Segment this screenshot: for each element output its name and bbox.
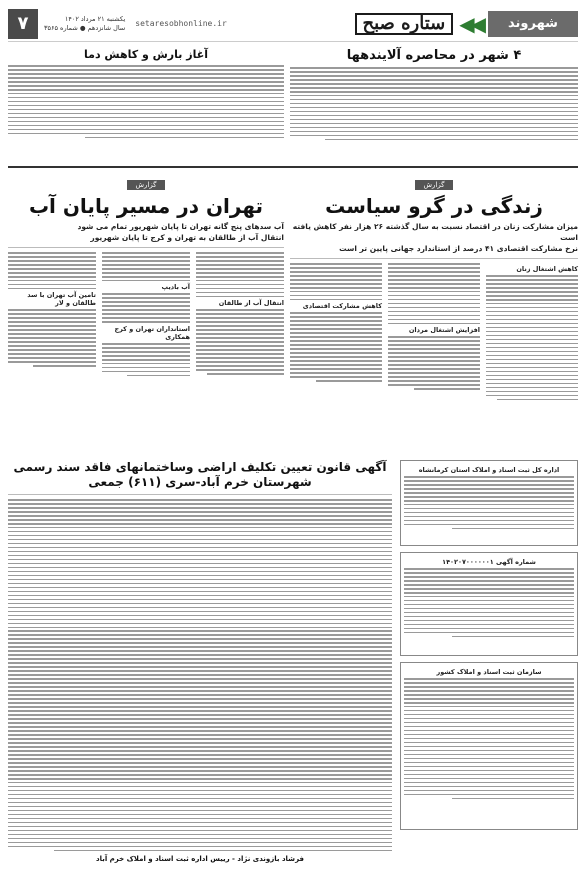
ad-footer: فرشاد بازوندی نژاد - رییس اداره ثبت اسناد و املاک خرم آباد bbox=[95, 855, 305, 864]
subhead: کاهش اشتغال زنان bbox=[516, 265, 578, 273]
weather-story bbox=[8, 48, 284, 138]
subhead: کاهش مشارکت اقتصادی bbox=[302, 302, 382, 311]
notice-title: شماره آگهی ۱۴۰۲۰۷۰۰۰۰۰۰۱ bbox=[442, 558, 536, 566]
top-story-right bbox=[290, 48, 578, 140]
divider bbox=[8, 166, 578, 168]
ad-title-1: آگهی قانون تعیین تکلیف اراضی وساختمانهای فاقد سند رسمی bbox=[13, 460, 387, 474]
page-header bbox=[8, 6, 578, 42]
kicker: گزارش bbox=[415, 180, 452, 190]
story-tehran-water bbox=[8, 172, 284, 456]
story-lead-2: نرخ مشارکت اقتصادی ۴۱ درصد از استاندارد جهانی پایین تر است bbox=[339, 244, 578, 253]
subhead: انتقال آب از طالقان bbox=[218, 299, 284, 308]
website-url: setaresobhonline.ir bbox=[135, 19, 227, 28]
story-lead-1: میزان مشارکت زنان در اقتصاد نسبت به سال گذشته ۲۶ هزار نفر کاهش یافته است bbox=[292, 222, 578, 242]
notice-1 bbox=[400, 460, 578, 546]
legal-ad bbox=[8, 460, 392, 863]
story-title: زندگی در گرو سیاست bbox=[325, 194, 543, 218]
notice-title: سازمان ثبت اسناد و املاک کشور bbox=[436, 668, 542, 676]
ad-body bbox=[8, 499, 392, 851]
section-tag: شهروند bbox=[488, 11, 578, 37]
issue-number: سال شانزدهم ● شماره ۳۵۶۵ bbox=[44, 23, 126, 32]
weather-title: آغاز بارش و کاهش دما bbox=[84, 48, 208, 61]
subhead: افزایش اشتغال مردان bbox=[408, 326, 480, 335]
logo bbox=[355, 13, 454, 35]
logo-text: ستاره صبح bbox=[355, 13, 454, 35]
issue-info bbox=[44, 15, 125, 33]
notice-3 bbox=[400, 662, 578, 830]
issue-date: یکشنبه ۲۱ مرداد ۱۴۰۲ bbox=[64, 14, 126, 23]
double-arrow-icon: ◀◀ bbox=[459, 11, 482, 36]
story-title: تهران در مسیر پایان آب bbox=[28, 194, 264, 218]
story-women-employment bbox=[290, 172, 578, 467]
notice-2 bbox=[400, 552, 578, 656]
notice-title: اداره کل ثبت اسناد و املاک استان کرمانشاه bbox=[418, 466, 560, 474]
ad-title-2: شهرستان خرم آباد-سری (۶۱۱) جمعی bbox=[88, 475, 312, 489]
weather-body bbox=[8, 65, 284, 138]
subhead: تامین آب تهران با سد طالقان و لار bbox=[27, 291, 96, 308]
page-number: ۷ bbox=[8, 9, 38, 39]
top-story-title: ۴ شهر در محاصره آلایندهها bbox=[346, 48, 522, 63]
top-story-body bbox=[290, 67, 578, 140]
story-lead-1: آب سدهای پنج گانه تهران تا پایان شهریور تمام می شود bbox=[77, 222, 284, 231]
story-lead-2: انتقال آب از طالقان به تهران و کرج تا پایان شهریور bbox=[90, 233, 284, 242]
subhead: آب بادیپ bbox=[161, 283, 190, 292]
kicker: گزارش bbox=[127, 180, 164, 190]
subhead: استانداران تهران و کرج همکاری bbox=[114, 324, 190, 341]
